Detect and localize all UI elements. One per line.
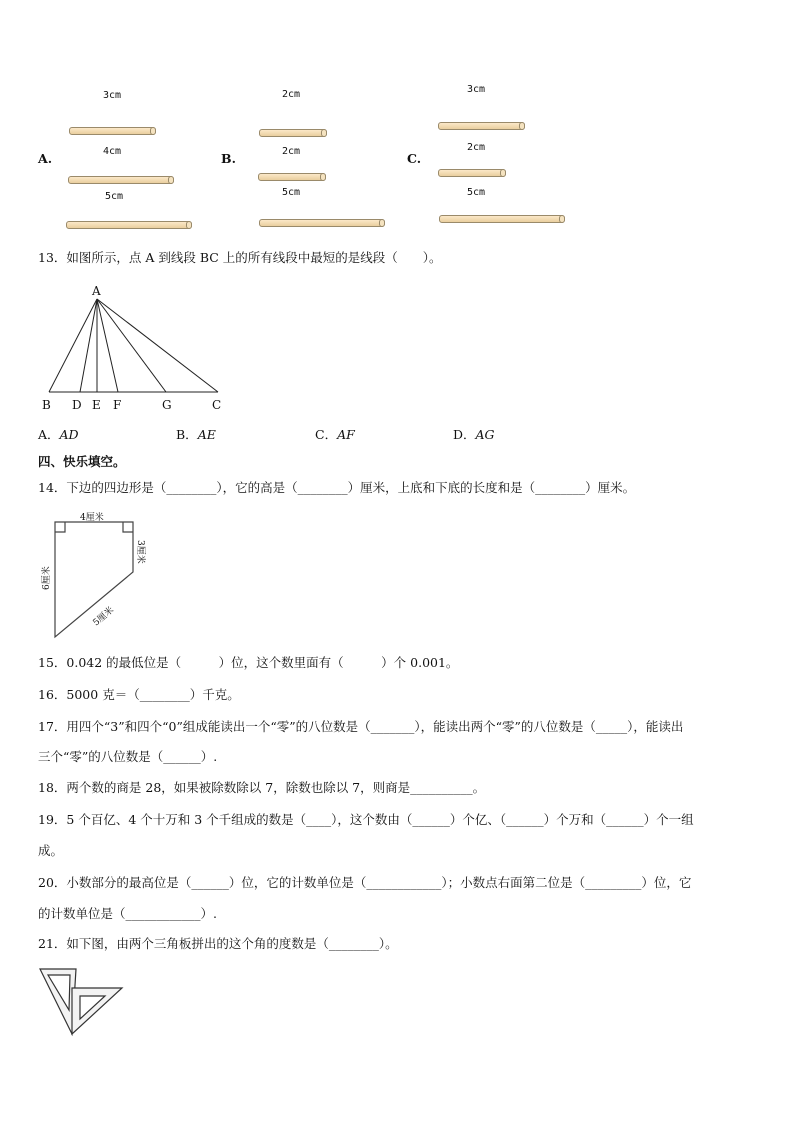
option-label: B． xyxy=(176,427,198,442)
question-17-line2: 三个“零”的八位数是（______）. xyxy=(38,749,218,764)
point-e-label: E xyxy=(92,398,101,412)
point-b-label: B xyxy=(42,398,51,412)
option-value: AF xyxy=(337,427,355,442)
option-value: AD xyxy=(59,427,79,442)
point-a-label: A xyxy=(92,284,101,298)
stick-length-label: 2cm xyxy=(467,142,486,153)
top-side-label: 4厘米 xyxy=(80,513,104,523)
stick-length-label: 5cm xyxy=(467,187,486,198)
question-19-line1: 19．5 个百亿、4 个十万和 3 个千组成的数是（____），这个数由（______）个亿、（______）个万和（______）个一组 xyxy=(38,812,694,827)
stick-length-label: 4cm xyxy=(103,146,122,157)
stick-length-label: 5cm xyxy=(105,191,124,202)
stick-length-label: 5cm xyxy=(282,187,301,198)
option-value: AE xyxy=(197,427,216,442)
question-20-line2: 的计数单位是（____________）. xyxy=(38,906,217,921)
stick-length-label: 2cm xyxy=(282,89,301,100)
question-16-text: 16．5000 克＝（________）千克。 xyxy=(38,687,240,702)
slant-side-label: 5厘米 xyxy=(91,605,117,629)
option-value: AG xyxy=(475,427,495,442)
point-g-label: G xyxy=(162,398,172,412)
option-label: C． xyxy=(315,427,338,442)
option-label: D． xyxy=(453,427,476,442)
right-side-label: 3厘米 xyxy=(135,540,145,564)
question-14-text: 14．下边的四边形是（________），它的高是（________）厘米，上底和下底的长度和是（________）厘米。 xyxy=(38,480,636,495)
option-c-label: C. xyxy=(407,151,422,166)
section-heading: 四、快乐填空。 xyxy=(38,454,126,469)
left-side-label: 6厘米 xyxy=(42,566,52,590)
point-d-label: D xyxy=(72,398,82,412)
stick-length-label: 2cm xyxy=(282,146,301,157)
question-21-text: 21．如下图，由两个三角板拼出的这个角的度数是（________）。 xyxy=(38,936,398,951)
question-17-line1: 17．用四个“3”和四个“0”组成能读出一个“零”的八位数是（_______），能读出两个“零”的八位数是（_____），能读出 xyxy=(38,719,684,734)
question-19-line2: 成。 xyxy=(38,843,64,858)
point-c-label: C xyxy=(212,398,222,412)
question-15-text: 15．0.042 的最低位是（ ）位，这个数里面有（ ）个 0.001。 xyxy=(38,655,459,670)
question-20-line1: 20．小数部分的最高位是（______）位，它的计数单位是（____________）；小数点右面第二位是（_________）位，它 xyxy=(38,875,692,890)
option-a-label: A. xyxy=(38,151,53,166)
option-b-label: B. xyxy=(221,151,236,166)
stick-length-label: 3cm xyxy=(467,84,486,95)
stick-length-label: 3cm xyxy=(103,90,122,101)
point-f-label: F xyxy=(113,398,122,412)
question-18-text: 18．两个数的商是 28，如果被除数除以 7，除数也除以 7，则商是__________。 xyxy=(38,780,486,795)
question-13-text: 13．如图所示，点 A 到线段 BC 上的所有线段中最短的是线段（ ）。 xyxy=(38,250,442,265)
option-label: A． xyxy=(38,427,60,442)
